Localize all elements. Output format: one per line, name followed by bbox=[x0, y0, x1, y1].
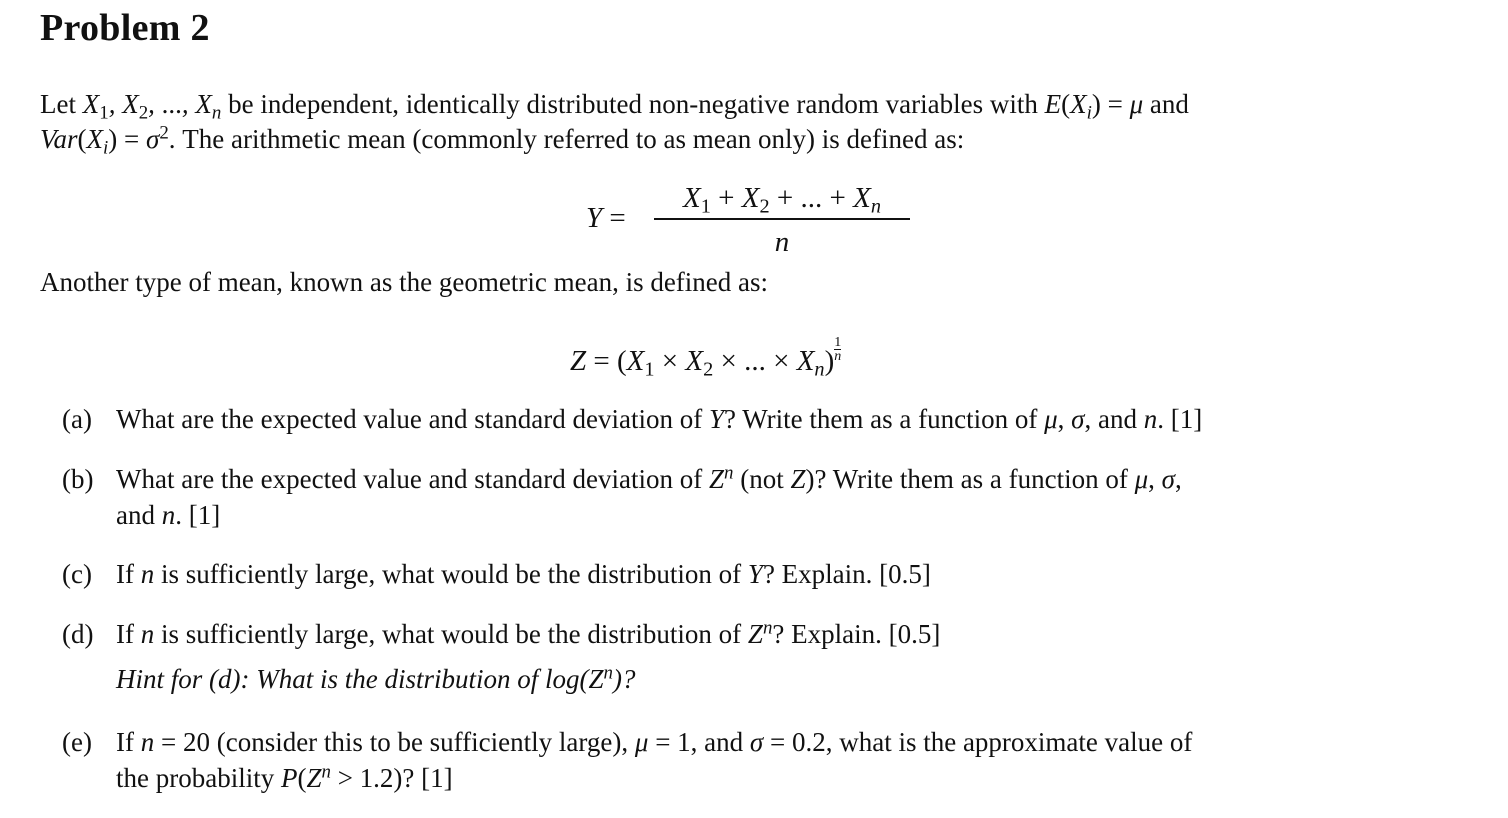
geometric-intro: Another type of mean, known as the geometric mean, is defined as: bbox=[40, 267, 769, 297]
intro-line-1: Let $X_1$, $X_2$, ..., $X_n$ be independent, identically distributed non-negative random variables with $E(X_i) = \mu$ and bbox=[40, 89, 1189, 124]
intro-line-2: $Var(X_i) = \sigma^2$. The arithmetic mean (commonly referred to as mean only) is defined as: bbox=[40, 122, 965, 159]
problem-title: Problem 2 bbox=[40, 7, 210, 49]
equation-geometric-mean: $Z = (X_1 \times X_2$ × ... × $X_n$) $\frac{1}{n}$ bbox=[570, 335, 842, 381]
question-d-hint: Hint for (d): What is the distribution of $\log(Z^n)$? bbox=[116, 662, 636, 694]
